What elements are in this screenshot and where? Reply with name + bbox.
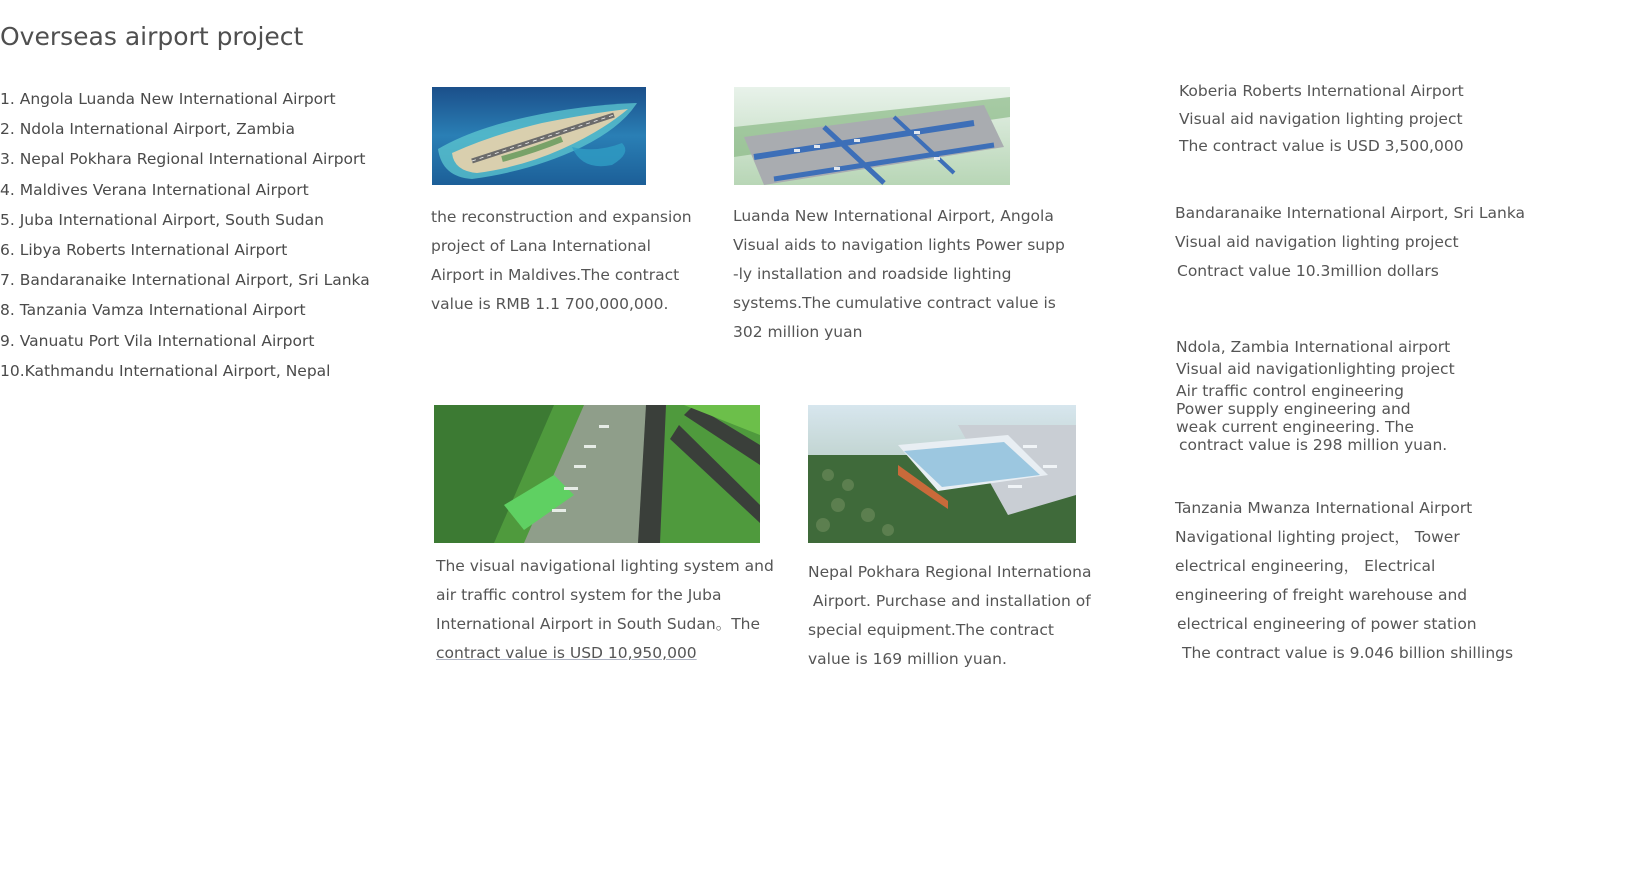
desc-line: value is 169 million yuan.	[808, 650, 1007, 668]
desc-line: Nepal Pokhara Regional Internationa	[808, 563, 1092, 581]
desc-line: air traffic control system for the Juba	[436, 586, 722, 604]
desc-line: Contract value 10.3million dollars	[1177, 262, 1439, 280]
desc-line: -ly installation and roadside lighting	[733, 265, 1012, 283]
desc-line: Visual aid navigationlighting project	[1176, 360, 1455, 378]
list-item: 7. Bandaranaike International Airport, Sri Lanka	[0, 271, 370, 290]
desc-line: Tanzania Mwanza International Airport	[1175, 499, 1473, 517]
desc-line: weak current engineering. The	[1176, 418, 1414, 436]
desc-line: International Airport in South Sudan。The	[436, 615, 761, 633]
desc-line: Airport. Purchase and installation of	[808, 592, 1091, 610]
tanzania-description	[1175, 494, 1513, 668]
desc-line: The contract value is 9.046 billion shillings	[1182, 644, 1514, 662]
desc-line: Air traffic control engineering	[1176, 382, 1404, 400]
desc-line: Visual aid navigation lighting project	[1175, 233, 1459, 251]
ndola-description	[1176, 338, 1455, 454]
pokhara-airport-photo	[808, 405, 1076, 543]
juba-airport-photo	[434, 405, 760, 543]
koberia-description	[1179, 78, 1464, 161]
list-item: 3. Nepal Pokhara Regional International Airport	[0, 150, 366, 169]
desc-line: Bandaranaike International Airport, Sri Lanka	[1175, 204, 1526, 222]
runway-aerial-icon	[434, 405, 760, 543]
list-item: 9. Vanuatu Port Vila International Airport	[0, 331, 315, 350]
page-title: Overseas airport project	[0, 22, 304, 51]
desc-line: electrical engineering， Electrical	[1175, 557, 1436, 575]
list-item: 5. Juba International Airport, South Sudan	[0, 210, 324, 229]
juba-description	[436, 552, 774, 668]
desc-line: Koberia Roberts International Airport	[1179, 82, 1464, 100]
luanda-description	[733, 202, 1065, 347]
desc-line: 302 million yuan	[733, 323, 863, 341]
desc-line: electrical engineering of power station	[1177, 615, 1477, 633]
list-item: 6. Libya Roberts International Airport	[0, 241, 288, 260]
list-item: 8. Tanzania Vamza International Airport	[0, 301, 306, 320]
desc-line: Visual aid navigation lighting project	[1179, 109, 1463, 128]
desc-line: Navigational lighting project， Tower	[1175, 528, 1460, 546]
list-item: 2. Ndola International Airport, Zambia	[0, 120, 295, 139]
pokhara-description	[808, 558, 1092, 674]
desc-line: engineering of freight warehouse and	[1175, 586, 1468, 604]
luanda-airport-photo	[734, 87, 1010, 185]
desc-line: systems.The cumulative contract value is	[733, 294, 1056, 312]
desc-line: special equipment.The contract	[808, 621, 1054, 639]
desc-line: Visual aids to navigation lights Power supp	[733, 236, 1065, 254]
desc-line: Power supply engineering and	[1176, 400, 1411, 418]
list-item: 4. Maldives Verana International Airport	[0, 180, 309, 199]
desc-line: Ndola, Zambia International airport	[1176, 338, 1451, 356]
desc-line: value is RMB 1.1 700,000,000.	[431, 295, 669, 313]
desc-line: project of Lana International	[431, 237, 651, 255]
terminal-rendering-icon	[808, 405, 1076, 543]
desc-line: The contract value is USD 3,500,000	[1179, 137, 1464, 155]
desc-line: contract value is USD 10,950,000	[436, 644, 697, 662]
maldives-description	[431, 203, 692, 319]
maldives-airport-photo	[432, 87, 646, 185]
terminal-aerial-icon	[734, 87, 1010, 185]
desc-line: contract value is 298 million yuan.	[1179, 436, 1448, 454]
desc-line: the reconstruction and expansion	[431, 208, 692, 226]
list-item: 10.Kathmandu International Airport, Nepal	[0, 361, 331, 380]
desc-line: Airport in Maldives.The contract	[431, 266, 680, 284]
project-list	[0, 84, 370, 386]
desc-line: The visual navigational lighting system and	[436, 557, 774, 575]
island-runway-aerial-icon	[432, 87, 646, 185]
bandaranaike-description	[1175, 199, 1525, 286]
desc-line: Luanda New International Airport, Angola	[733, 207, 1054, 225]
list-item: 1. Angola Luanda New International Airport	[0, 90, 336, 108]
